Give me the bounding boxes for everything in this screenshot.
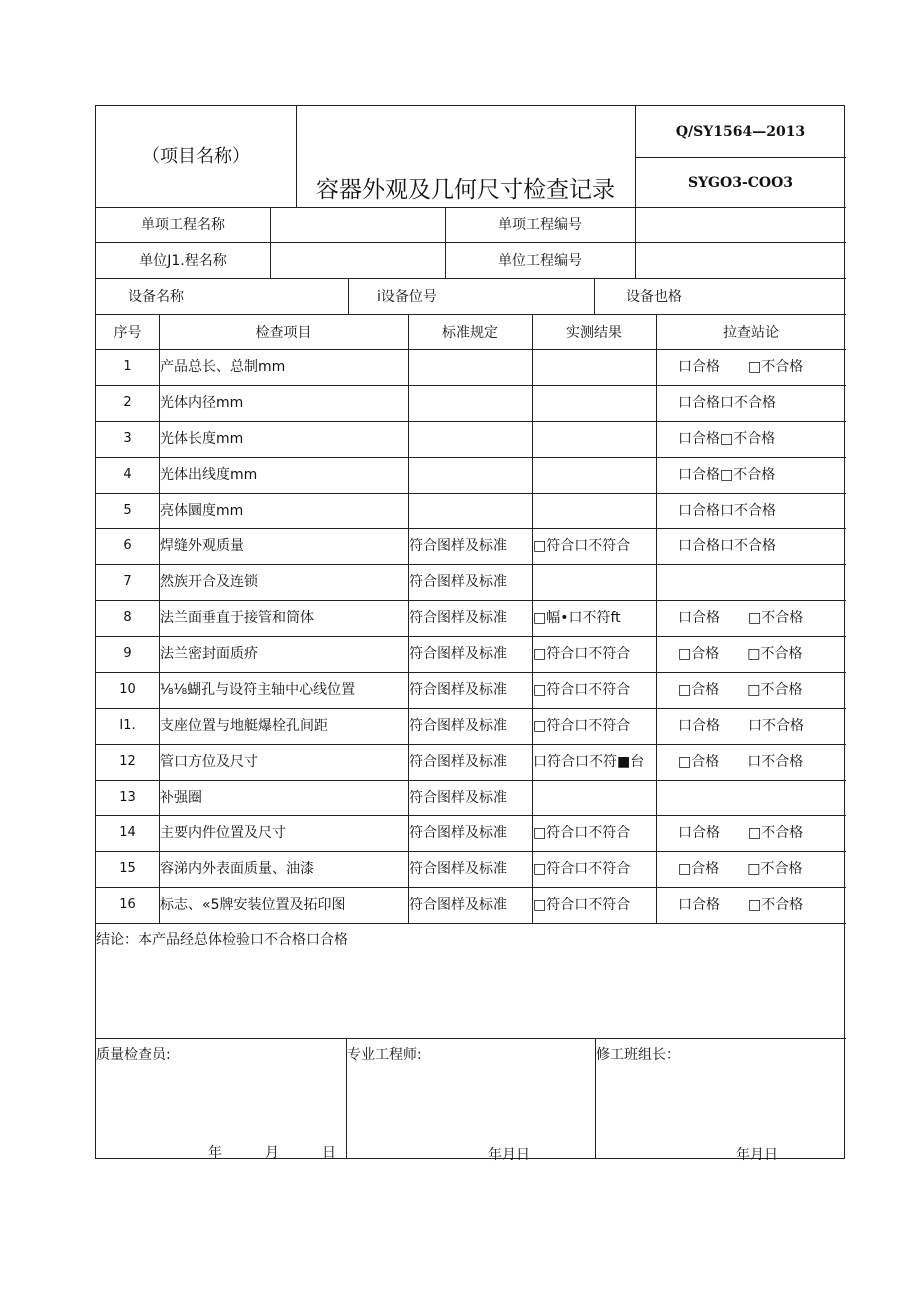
divider [96, 314, 846, 315]
row-item: 光体出线度mm [160, 467, 258, 483]
single-project-name-value[interactable] [271, 208, 445, 242]
table-row [96, 564, 846, 600]
inspector-label: 质量检查员: [96, 1047, 171, 1063]
team-leader-date: 年月日 [736, 1147, 778, 1163]
row-conclusion[interactable]: 口合格 □不合格 [678, 825, 804, 841]
table-row [96, 672, 846, 708]
unit-project-no-value[interactable] [636, 243, 846, 278]
row-no: 5 [123, 503, 132, 518]
table-row [96, 493, 846, 529]
row-standard: 符合图样及标准 [409, 825, 507, 841]
row-result[interactable]: □符合口不符合 [533, 897, 631, 913]
table-row [96, 421, 846, 457]
divider [635, 157, 846, 158]
header-item: 检查项目 [255, 325, 312, 341]
row-standard: 符合图样及标准 [409, 646, 507, 662]
table-row [96, 815, 846, 851]
header-result: 实测结果 [566, 325, 622, 341]
standard-code: Q/SY1564—2013 [675, 124, 806, 140]
unit-project-no-label: 单位工程编号 [498, 253, 582, 269]
row-no: 7 [123, 574, 132, 589]
month-label: 月 [265, 1145, 279, 1161]
row-conclusion[interactable]: 口合格 □不合格 [678, 897, 804, 913]
row-standard: 符合图样及标准 [409, 574, 507, 590]
single-project-no-label: 单项工程编号 [498, 217, 582, 233]
row-no: 14 [119, 825, 136, 840]
row-item: 支座位置与地艇爆栓孔间距 [160, 718, 328, 734]
table-row [96, 708, 846, 744]
row-item: 法兰面垂直于接管和筒体 [160, 610, 314, 626]
table-row [96, 528, 846, 564]
divider [594, 278, 595, 314]
equipment-name-label: 设备名称 [128, 289, 184, 305]
year-label: 年 [208, 1145, 222, 1161]
row-no: 4 [123, 467, 132, 482]
row-conclusion[interactable]: 口合格□不合格 [678, 431, 776, 447]
row-conclusion[interactable]: □合格 □不合格 [678, 861, 803, 877]
table-row [96, 780, 846, 816]
row-no: 10 [119, 682, 136, 697]
row-no: 1 [123, 359, 132, 374]
table-row [96, 744, 846, 780]
single-project-name-label: 单项工程名称 [141, 217, 225, 233]
row-standard: 符合图样及标准 [409, 610, 507, 626]
row-item: 光体内径mm [160, 395, 244, 411]
row-no: 9 [123, 646, 132, 661]
row-item: 管口方位及尺寸 [160, 754, 258, 770]
row-result[interactable]: □符合口不符合 [533, 861, 631, 877]
row-item: 亮体圜度mm [160, 503, 244, 519]
divider [96, 1038, 846, 1039]
conclusion-text: 结论：本产品经总体检验口不合格口合格 [96, 932, 348, 948]
header-standard: 标准规定 [442, 325, 498, 341]
team-leader-label: 修工班组长： [596, 1047, 680, 1063]
row-no: 16 [119, 897, 136, 912]
row-standard: 符合图样及标准 [409, 861, 507, 877]
row-result[interactable]: □符合口不符合 [533, 682, 631, 698]
table-row [96, 349, 846, 385]
equipment-spec-label: 设备也格 [626, 289, 682, 305]
row-no: 3 [123, 431, 132, 446]
row-conclusion[interactable]: 口合格□不合格 [678, 467, 776, 483]
row-result[interactable]: □符合口不符合 [533, 825, 631, 841]
row-no: 12 [119, 754, 136, 769]
row-item: 光体长度mm [160, 431, 244, 447]
row-no: I1. [119, 718, 136, 733]
row-no: 2 [123, 395, 132, 410]
project-name: （项目名称） [142, 146, 250, 167]
row-conclusion[interactable]: 口合格口不合格 [678, 395, 776, 411]
row-standard: 符合图样及标准 [409, 790, 507, 806]
row-item: 补强圈 [160, 790, 202, 806]
header-conclusion: 拉查站论 [723, 325, 779, 341]
divider [348, 278, 349, 314]
row-conclusion[interactable]: 口合格 □不合格 [678, 610, 804, 626]
row-conclusion[interactable]: 口合格 口不合格 [678, 718, 804, 734]
table-row [96, 457, 846, 493]
row-item: 法兰密封面质疥 [160, 646, 258, 662]
row-result[interactable]: □符合口不符合 [533, 718, 631, 734]
row-standard: 符合图样及标准 [409, 718, 507, 734]
row-item: 主要内件位置及尺寸 [160, 825, 286, 841]
row-conclusion[interactable]: □合格 口不合格 [678, 754, 804, 770]
equipment-position-label: i设备位号 [377, 289, 437, 305]
engineer-date: 年月日 [488, 1147, 530, 1163]
row-no: 8 [123, 610, 132, 625]
form-title: 容器外观及几何尺寸检查记录 [316, 177, 615, 203]
row-no: 6 [123, 538, 132, 553]
header-no: 序号 [113, 325, 142, 341]
day-label: 日 [322, 1145, 336, 1161]
row-item: 焊缝外观质量 [160, 538, 244, 554]
inspection-form [95, 105, 845, 1163]
row-no: 15 [119, 861, 136, 876]
unit-project-name-value[interactable] [271, 243, 445, 278]
row-conclusion[interactable]: 口合格 □不合格 [678, 359, 804, 375]
table-row [96, 636, 846, 672]
single-project-no-value[interactable] [636, 208, 846, 242]
row-conclusion[interactable]: 口合格口不合格 [678, 503, 776, 519]
row-conclusion[interactable]: □合格 □不合格 [678, 682, 803, 698]
row-item: 容涕内外表面质量、油漆 [160, 861, 314, 877]
row-item: 然族开合及连锁 [160, 574, 258, 590]
form-code: SYGO3-COO3 [687, 175, 794, 191]
row-conclusion[interactable]: 口合格口不合格 [678, 538, 776, 554]
row-result[interactable]: 口符合口不符■台 [533, 754, 645, 770]
divider [96, 923, 846, 924]
row-result[interactable]: □幅•口不符ft [533, 610, 621, 626]
row-standard: 符合图样及标准 [409, 538, 507, 554]
table-row [96, 887, 846, 923]
row-standard: 符合图样及标准 [409, 897, 507, 913]
divider [96, 278, 846, 279]
row-standard: 符合图样及标准 [409, 754, 507, 770]
table-row [96, 600, 846, 636]
table-row [96, 851, 846, 887]
row-conclusion[interactable]: □合格 □不合格 [678, 646, 803, 662]
row-item: 标志、«5牌安装位置及拓印图 [160, 897, 346, 913]
row-result[interactable]: □符合口不符合 [533, 538, 631, 554]
row-item: 产品总长、总制mm [160, 359, 286, 375]
unit-project-name-label: 单位J1.程名称 [139, 253, 227, 269]
engineer-label: 专业工程师: [347, 1047, 422, 1063]
table-row [96, 385, 846, 421]
row-standard: 符合图样及标准 [409, 682, 507, 698]
row-result[interactable]: □符合口不符合 [533, 646, 631, 662]
row-item: ⅛⅛蝴孔与设符主轴中心线位置 [160, 682, 356, 698]
row-no: 13 [119, 790, 136, 805]
